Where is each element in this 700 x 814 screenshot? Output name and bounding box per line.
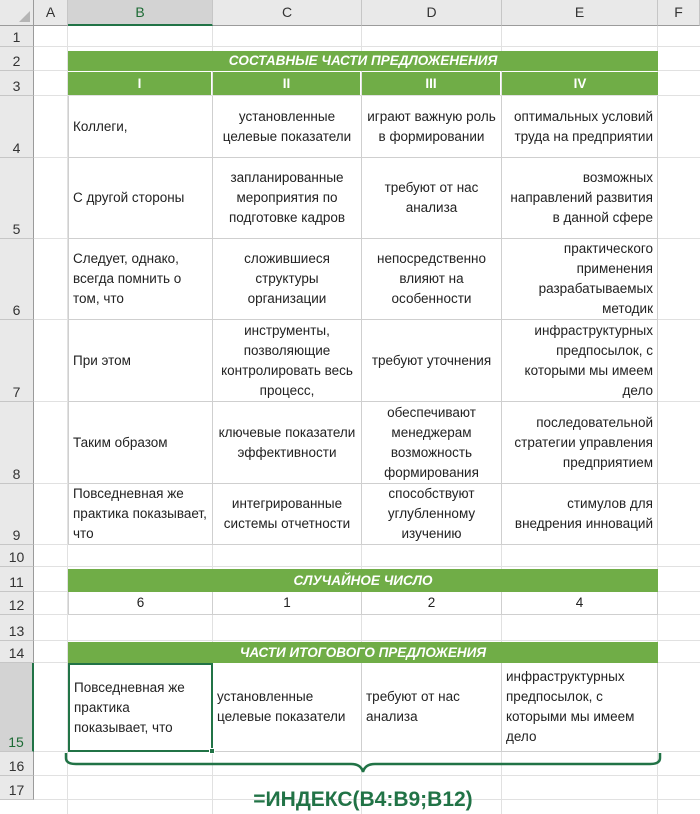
row-header-4[interactable]: 4 [0, 96, 34, 158]
row-header-2[interactable]: 2 [0, 47, 34, 71]
random-number-cell[interactable]: 4 [502, 592, 658, 615]
parts-cell[interactable]: Коллеги, [68, 96, 213, 158]
row-header-16[interactable]: 16 [0, 752, 34, 776]
parts-header-2[interactable]: II [213, 72, 361, 95]
parts-cell[interactable]: обеспечивают менеджерам возможность формирования [362, 402, 502, 484]
parts-cell[interactable]: стимулов для внедрения инноваций [502, 484, 658, 545]
parts-cell[interactable]: При этом [68, 320, 213, 402]
select-all-corner[interactable] [0, 0, 34, 26]
parts-header-3[interactable]: III [362, 72, 501, 95]
parts-cell[interactable]: непосредственно влияют на особенности [362, 239, 502, 320]
parts-cell[interactable]: оптимальных условий труда на предприятии [502, 96, 658, 158]
parts-cell[interactable]: установленные целевые показатели [213, 96, 362, 158]
row-header-15[interactable]: 15 [0, 663, 34, 752]
parts-cell[interactable]: способствуют углубленному изучению [362, 484, 502, 545]
random-number-cell[interactable]: 6 [68, 592, 213, 615]
row-header-9[interactable]: 9 [0, 484, 34, 545]
result-table-title[interactable]: ЧАСТИ ИТОГОВОГО ПРЕДЛОЖЕНИЯ [68, 642, 658, 663]
column-header-b[interactable]: B [68, 0, 213, 26]
parts-cell[interactable]: инструменты, позволяющие контролировать весь процесс, [213, 320, 362, 402]
row-header-11[interactable]: 11 [0, 567, 34, 592]
row-header-5[interactable]: 5 [0, 158, 34, 239]
column-header-c[interactable]: C [213, 0, 362, 26]
parts-cell[interactable]: последовательной стратегии управления предприятием [502, 402, 658, 484]
row-header-1[interactable]: 1 [0, 26, 34, 47]
row-header-7[interactable]: 7 [0, 320, 34, 402]
random-table-title[interactable]: СЛУЧАЙНОЕ ЧИСЛО [68, 569, 658, 592]
parts-cell[interactable]: запланированные мероприятия по подготовке кадров [213, 158, 362, 239]
row-header-12[interactable]: 12 [0, 592, 34, 615]
row-header-3[interactable]: 3 [0, 71, 34, 96]
fill-handle[interactable] [209, 748, 215, 754]
parts-cell[interactable]: практического применения разрабатываемых методик [502, 239, 658, 320]
parts-cell[interactable]: Таким образом [68, 402, 213, 484]
parts-cell[interactable]: Следует, однако, всегда помнить о том, что [68, 239, 213, 320]
row-header-14[interactable]: 14 [0, 641, 34, 663]
parts-cell[interactable]: Повседневная же практика показывает, что [68, 484, 213, 545]
result-cell[interactable]: инфраструктурных предпосылок, с которыми мы имеем дело [502, 663, 658, 752]
gridline-h [34, 46, 700, 47]
curly-brace [64, 752, 662, 776]
parts-header-1[interactable]: I [68, 72, 212, 95]
parts-cell[interactable]: ключевые показатели эффективности [213, 402, 362, 484]
row-header-17[interactable]: 17 [0, 776, 34, 800]
random-number-cell[interactable]: 2 [362, 592, 502, 615]
row-header-6[interactable]: 6 [0, 239, 34, 320]
parts-cell[interactable]: требуют уточнения [362, 320, 502, 402]
parts-cell[interactable]: возможных направлений развития в данной сфере [502, 158, 658, 239]
parts-table-title[interactable]: СОСТАВНЫЕ ЧАСТИ ПРЕДЛОЖЕНЕНИЯ [68, 51, 658, 71]
parts-cell[interactable]: инфраструктурных предпосылок, с которыми мы имеем дело [502, 320, 658, 402]
parts-cell[interactable]: играют важную роль в формировании [362, 96, 502, 158]
parts-cell[interactable]: сложившиеся структуры организации [213, 239, 362, 320]
formula-text: =ИНДЕКС(B4:B9;B12) [253, 788, 473, 811]
parts-cell[interactable]: требуют от нас анализа [362, 158, 502, 239]
result-cell[interactable]: требуют от нас анализа [362, 663, 502, 752]
parts-header-4[interactable]: IV [502, 72, 658, 95]
column-header-a[interactable]: A [34, 0, 68, 26]
gridline-h [34, 640, 700, 641]
column-header-f[interactable]: F [658, 0, 700, 26]
row-header-10[interactable]: 10 [0, 545, 34, 567]
result-cell-selected[interactable]: Повседневная же практика показывает, что [68, 663, 213, 752]
parts-cell[interactable]: С другой стороны [68, 158, 213, 239]
random-number-cell[interactable]: 1 [213, 592, 362, 615]
column-header-d[interactable]: D [362, 0, 502, 26]
column-header-e[interactable]: E [502, 0, 658, 26]
parts-cell[interactable]: интегрированные системы отчетности [213, 484, 362, 545]
result-cell[interactable]: установленные целевые показатели [213, 663, 362, 752]
row-header-8[interactable]: 8 [0, 402, 34, 484]
row-header-13[interactable]: 13 [0, 615, 34, 641]
gridline-h [34, 566, 700, 567]
